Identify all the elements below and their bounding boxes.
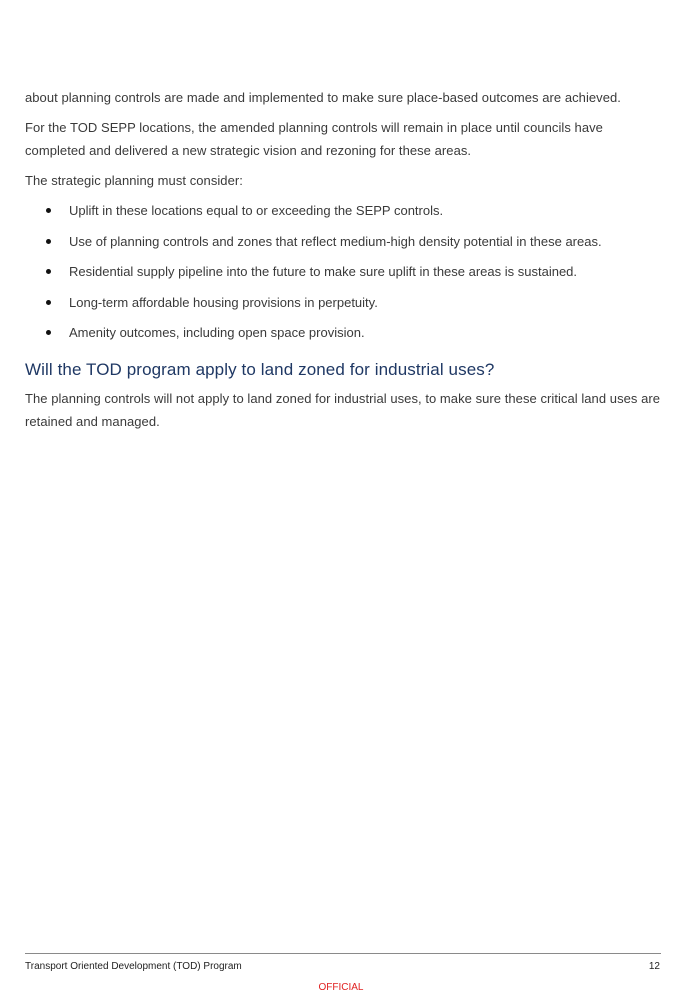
classification-label: OFFICIAL (318, 982, 364, 993)
list-item-text: Uplift in these locations equal to or exceeding the SEPP controls. (69, 203, 444, 218)
footer-page-number: 12 (648, 961, 660, 972)
list-item (25, 230, 665, 253)
bullet-list (25, 199, 665, 344)
footer-divider (25, 953, 661, 954)
body-paragraph: about planning controls are made and implemented to make sure place-based outcomes are achieved. (25, 90, 621, 105)
body-paragraph: The planning controls will not apply to land zoned for industrial uses, to make sure these critical land uses are retained and managed. (25, 391, 661, 429)
body-paragraph: The strategic planning must consider: (25, 173, 243, 188)
list-item-text: Long-term affordable housing provisions in perpetuity. (69, 294, 378, 310)
list-item-text: Amenity outcomes, including open space provision. (69, 325, 365, 340)
footer-document-title: Transport Oriented Development (TOD) Program (25, 961, 242, 972)
list-item (25, 260, 665, 283)
list-item-text: Residential supply pipeline into the future to make sure uplift in these areas is sustained. (69, 264, 578, 279)
page-content (25, 86, 665, 440)
bullet-icon (46, 300, 51, 305)
body-paragraph: For the TOD SEPP locations, the amended planning controls will remain in place until councils have completed and delivered a new strategic vision and rezoning for these areas. (25, 120, 603, 158)
list-item-text: Use of planning controls and zones that reflect medium-high density potential in these areas. (69, 233, 602, 249)
list-item (25, 291, 665, 314)
bullet-icon (46, 239, 51, 244)
list-item (25, 199, 665, 222)
section-heading: Will the TOD program apply to land zoned for industrial uses? (25, 360, 495, 379)
bullet-icon (46, 208, 51, 213)
bullet-icon (46, 330, 51, 335)
bullet-icon (46, 269, 51, 274)
list-item (25, 321, 665, 344)
